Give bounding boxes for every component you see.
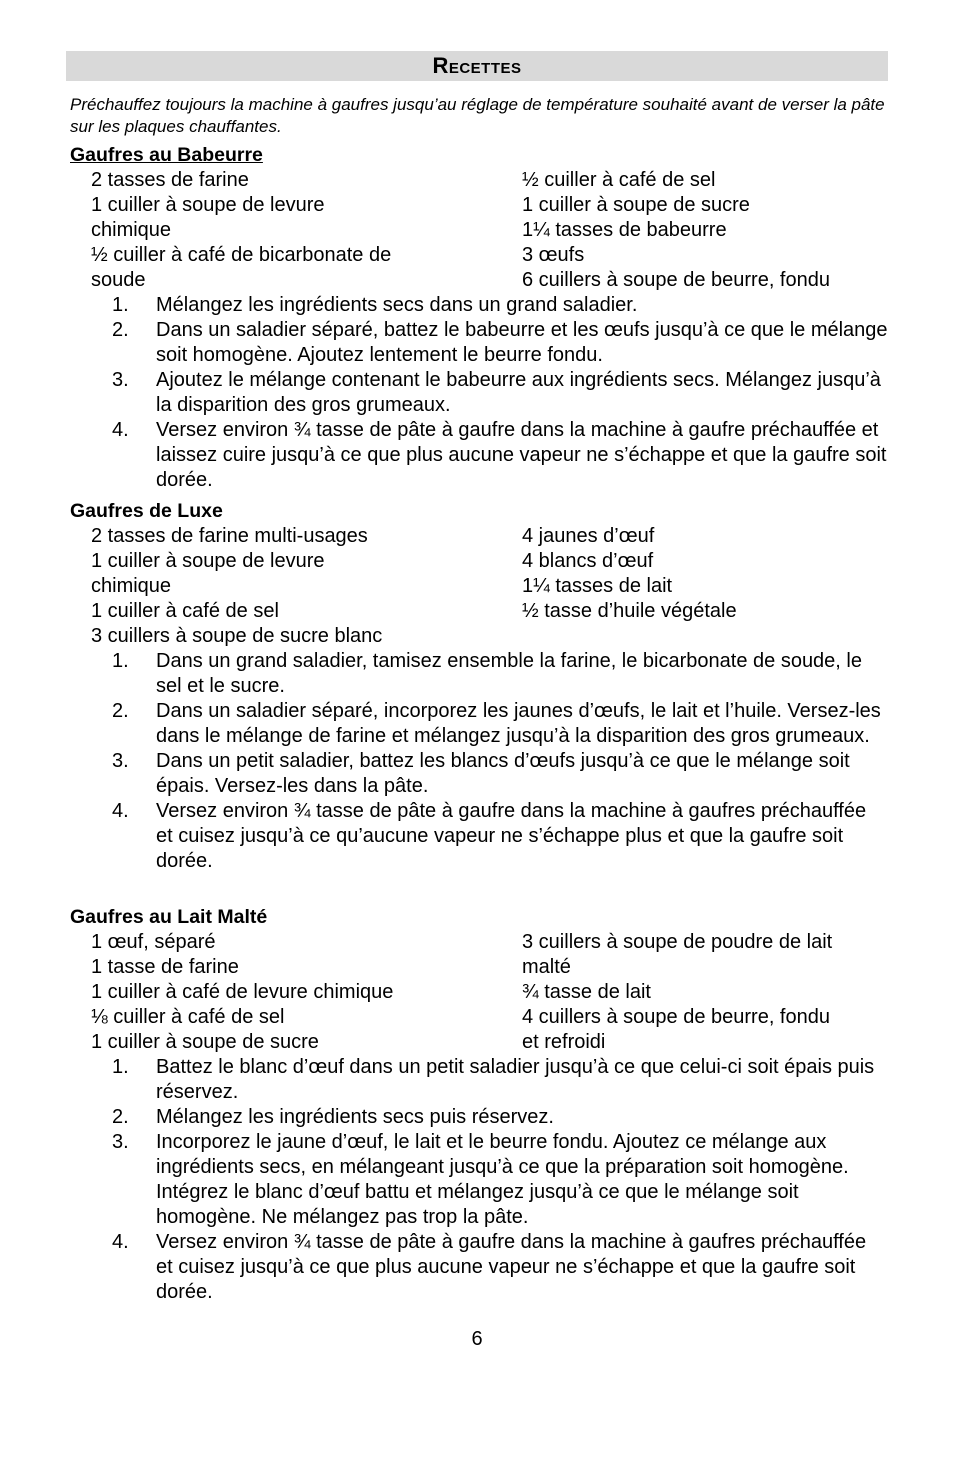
- ingredient-line: 1 cuiller à café de sel: [91, 600, 279, 622]
- recipe-title: Gaufres au Babeurre: [70, 144, 263, 166]
- step-number: 4.: [112, 1231, 129, 1253]
- ingredient-line: 1¼ tasses de babeurre: [522, 219, 727, 241]
- ingredients-right-column: [522, 524, 888, 649]
- ingredient-line: 1 cuiller à soupe de sucre: [91, 1031, 319, 1053]
- ingredient-line: 4 jaunes d’œuf: [522, 525, 655, 547]
- step-list: [70, 649, 888, 874]
- step-number: 2.: [112, 319, 129, 341]
- ingredient-line: malté: [522, 956, 571, 978]
- step-item: [70, 1105, 888, 1130]
- step-number: 1.: [112, 650, 129, 672]
- step-item: [70, 1230, 888, 1305]
- step-list: [70, 293, 888, 493]
- step-text: Incorporez le jaune d’œuf, le lait et le beurre fondu. Ajoutez ce mélange aux ingrédients secs, en mélangeant jusqu’à ce que la préparation soit homogène. Intégrez le blanc d’œuf battu et mélangez jusqu’à ce que le mélange soit homogène. Ne mélangez pas trop la pâte.: [156, 1131, 849, 1228]
- step-text: Versez environ ¾ tasse de pâte à gaufre dans la machine à gaufres préchauffée et cuisez jusqu’à ce qu’aucune vapeur ne s’échappe plus et que la gaufre soit dorée.: [156, 800, 867, 872]
- ingredient-line: 2 tasses de farine multi-usages: [91, 525, 368, 547]
- recipe-buttermilk: [70, 142, 888, 493]
- step-text: Dans un saladier séparé, incorporez les jaunes d’œufs, le lait et l’huile. Versez-les dans le mélange de farine et mélangez jusqu’à la disparition des gros grumeaux.: [156, 700, 881, 747]
- page-number: 6: [471, 1328, 483, 1350]
- step-number: 1.: [112, 294, 129, 316]
- step-number: 4.: [112, 800, 129, 822]
- ingredient-line: 1 cuiller à soupe de levure: [91, 550, 325, 572]
- ingredients-right-column: [522, 168, 888, 293]
- step-item: [70, 699, 888, 749]
- ingredient-line: 1 cuiller à café de levure chimique: [91, 981, 394, 1003]
- step-item: [70, 293, 888, 318]
- ingredient-line: 3 cuillers à soupe de poudre de lait: [522, 931, 833, 953]
- ingredient-line: ½ cuiller à café de sel: [522, 169, 716, 191]
- step-text: Ajoutez le mélange contenant le babeurre aux ingrédients secs. Mélangez jusqu’à la disparition des gros grumeaux.: [156, 369, 881, 416]
- ingredient-line: 3 œufs: [522, 244, 585, 266]
- recipe-malted-milk: [70, 904, 888, 1305]
- recipe-title: Gaufres de Luxe: [70, 500, 223, 522]
- step-item: [70, 418, 888, 493]
- ingredient-line: 6 cuillers à soupe de beurre, fondu: [522, 269, 830, 291]
- step-list: [70, 1055, 888, 1305]
- ingredient-line: chimique: [91, 219, 172, 241]
- section-title-bar: [66, 51, 888, 81]
- step-text: Versez environ ¾ tasse de pâte à gaufre dans la machine à gaufre préchauffée et laissez cuire jusqu’à ce que plus aucune vapeur ne s’échappe et que la gaufre soit dorée.: [156, 419, 887, 491]
- ingredient-line: chimique: [91, 575, 172, 597]
- step-number: 3.: [112, 369, 129, 391]
- intro-note: Préchauffez toujours la machine à gaufres jusqu’au réglage de température souhaité avant de verser la pâte sur les plaques chauffantes.: [70, 95, 885, 136]
- ingredient-line: 2 tasses de farine: [91, 169, 249, 191]
- step-text: Versez environ ¾ tasse de pâte à gaufre dans la machine à gaufres préchauffée et cuisez jusqu’à ce que plus aucune vapeur ne s’échappe et que la gaufre soit dorée.: [156, 1231, 867, 1303]
- step-number: 4.: [112, 419, 129, 441]
- recipe-deluxe: [70, 498, 888, 874]
- ingredient-line: 3 cuillers à soupe de sucre blanc: [91, 625, 383, 647]
- step-item: [70, 368, 888, 418]
- ingredients-left-column: [70, 930, 522, 1055]
- ingredient-line: ½ tasse d’huile végétale: [522, 600, 737, 622]
- step-number: 2.: [112, 700, 129, 722]
- step-item: [70, 1130, 888, 1230]
- ingredients-right-column: [522, 930, 888, 1055]
- step-item: [70, 318, 888, 368]
- step-text: Dans un grand saladier, tamisez ensemble la farine, le bicarbonate de soude, le sel et le sucre.: [156, 650, 862, 697]
- step-number: 1.: [112, 1056, 129, 1078]
- ingredient-line: 1 cuiller à soupe de sucre: [522, 194, 750, 216]
- ingredient-line: soude: [91, 269, 146, 291]
- step-item: [70, 799, 888, 874]
- step-text: Dans un saladier séparé, battez le babeurre et les œufs jusqu’à ce que le mélange soit homogène. Ajoutez lentement le beurre fondu.: [156, 319, 888, 366]
- ingredient-line: ½ cuiller à café de bicarbonate de: [91, 244, 392, 266]
- step-item: [70, 749, 888, 799]
- ingredients-left-column: [70, 168, 522, 293]
- recipe-title: Gaufres au Lait Malté: [70, 906, 268, 928]
- ingredient-line: 1 tasse de farine: [91, 956, 239, 978]
- ingredient-line: 1¼ tasses de lait: [522, 575, 673, 597]
- step-number: 3.: [112, 1131, 129, 1153]
- ingredient-line: ⅛ cuiller à café de sel: [91, 1006, 285, 1028]
- ingredient-list: [70, 168, 888, 293]
- ingredient-list: [70, 930, 888, 1055]
- step-item: [70, 649, 888, 699]
- step-item: [70, 1055, 888, 1105]
- page-title: Recettes: [432, 53, 522, 78]
- step-number: 3.: [112, 750, 129, 772]
- step-text: Mélangez les ingrédients secs puis réservez.: [156, 1106, 554, 1128]
- ingredient-line: 1 œuf, séparé: [91, 931, 216, 953]
- step-text: Battez le blanc d’œuf dans un petit saladier jusqu’à ce que celui-ci soit épais puis réservez.: [156, 1056, 875, 1103]
- step-number: 2.: [112, 1106, 129, 1128]
- ingredient-line: 1 cuiller à soupe de levure: [91, 194, 325, 216]
- step-text: Dans un petit saladier, battez les blancs d’œufs jusqu’à ce que le mélange soit épais. Versez-les dans la pâte.: [156, 750, 850, 797]
- ingredient-line: ¾ tasse de lait: [522, 981, 651, 1003]
- ingredient-line: 4 cuillers à soupe de beurre, fondu: [522, 1006, 830, 1028]
- ingredient-line: 4 blancs d’œuf: [522, 550, 654, 572]
- ingredient-list: [70, 524, 888, 649]
- ingredients-left-column: [70, 524, 522, 649]
- step-text: Mélangez les ingrédients secs dans un grand saladier.: [156, 294, 638, 316]
- ingredient-line: et refroidi: [522, 1031, 606, 1053]
